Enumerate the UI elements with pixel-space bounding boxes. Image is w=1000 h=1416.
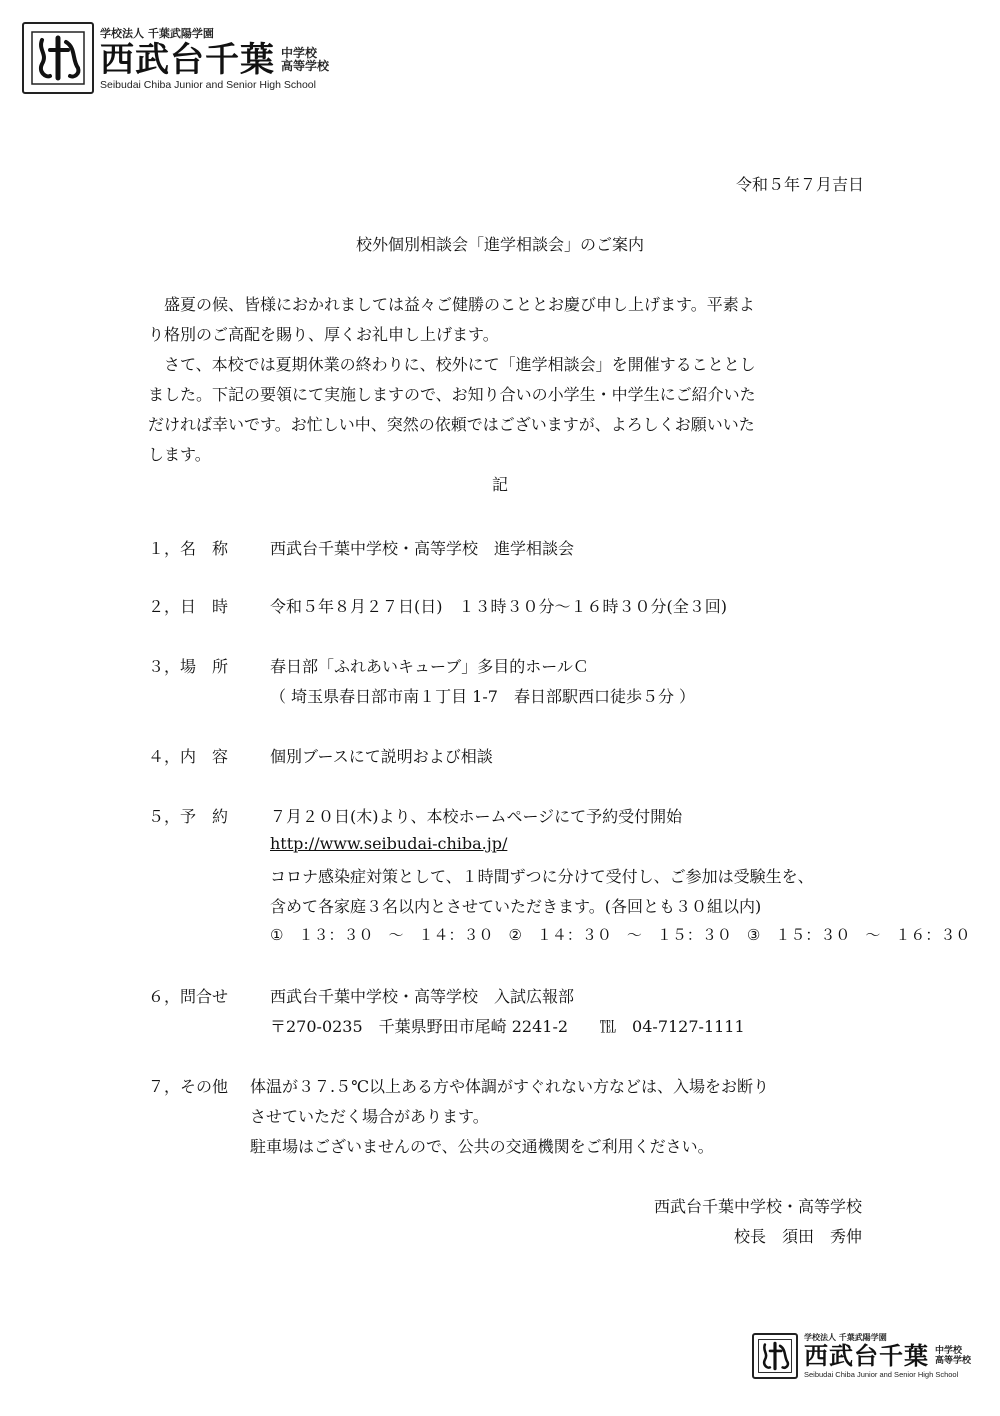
body-line-6: します。 xyxy=(148,445,211,464)
item-other-line-2: させていただく場合があります。 xyxy=(250,1107,489,1126)
logo-english-name: Seibudai Chiba Junior and Senior High School xyxy=(100,79,316,91)
school-website-link[interactable]: http://www.seibudai-chiba.jp/ xyxy=(270,834,508,853)
item-label-reservation: ５，予 約 xyxy=(148,807,229,826)
signature-principal: 校長 須田 秀伸 xyxy=(733,1227,862,1246)
logo-school-levels xyxy=(281,47,329,72)
item-reservation-note-1: コロナ感染症対策として、１時間ずつに分けて受付し、ご参加は受験生を、 xyxy=(270,867,814,886)
item-other-line-3: 駐車場はございませんので、公共の交通機関をご利用ください。 xyxy=(250,1137,714,1156)
item-label-place: ３，場 所 xyxy=(148,657,229,676)
item-name-value: 西武台千葉中学校・高等学校 進学相談会 xyxy=(270,539,575,558)
item-contact-dept: 西武台千葉中学校・高等学校 入試広報部 xyxy=(270,987,575,1006)
item-content-value: 個別ブースにて説明および相談 xyxy=(270,747,493,766)
logo-school-levels xyxy=(935,1347,971,1366)
item-label-other: ７，その他 xyxy=(148,1077,229,1096)
logo-group-name: 学校法人 千葉武陽学園 xyxy=(100,27,214,40)
school-logo-bottom xyxy=(752,1332,971,1379)
item-reservation-start: ７月２０日(木)より、本校ホームページにて予約受付開始 xyxy=(270,807,683,826)
logo-group-name: 学校法人 千葉武陽学園 xyxy=(804,1333,887,1342)
school-crest-icon xyxy=(22,22,94,94)
item-place-value: 春日部「ふれあいキューブ」多目的ホールＣ xyxy=(270,657,589,676)
item-reservation-note-2: 含めて各家庭３名以内とさせていただきます。(各回とも３０組以内) xyxy=(270,897,762,916)
item-label-contact: ６，問合せ xyxy=(148,987,229,1006)
body-line-3: さて、本校では夏期休業の終わりに、校外にて「進学相談会」を開催することとし xyxy=(164,355,756,374)
logo-level-senior: 高等学校 xyxy=(281,59,330,73)
body-line-1: 盛夏の候、皆様におかれましては益々ご健勝のこととお慶び申し上げます。平素よ xyxy=(164,295,755,314)
document-title: 校外個別相談会「進学相談会」のご案内 xyxy=(355,235,644,254)
body-line-5: だければ幸いです。お忙しい中、突然の依頼ではございますが、よろしくお願いいた xyxy=(148,415,755,434)
item-place-address: （ 埼玉県春日部市南１丁目 1-7 春日部駅西口徒歩５分 ） xyxy=(270,687,696,706)
item-label-datetime: ２，日 時 xyxy=(148,597,229,616)
item-label-name: １，名 称 xyxy=(148,539,229,558)
logo-level-junior: 中学校 xyxy=(281,46,318,61)
signature-school: 西武台千葉中学校・高等学校 xyxy=(653,1197,862,1216)
item-datetime-value: 令和５年８月２７日(日) １３時３０分～１６時３０分(全３回) xyxy=(270,597,727,616)
item-other-line-1: 体温が３７.５℃以上ある方や体調がすぐれない方などは、入場をお断り xyxy=(250,1077,769,1096)
school-crest-icon xyxy=(752,1333,798,1379)
logo-school-name: 西武台千葉 xyxy=(100,40,275,80)
body-line-2: り格別のご高配を賜り、厚くお礼申し上げます。 xyxy=(148,325,499,344)
item-reservation-sessions: ① １３：３０ ～ １４：３０ ② １４：３０ ～ １５：３０ ③ １５：３０ ～ １６：３０ xyxy=(270,926,971,944)
school-logo-top xyxy=(22,22,329,94)
logo-school-name: 西武台千葉 xyxy=(804,1342,929,1370)
item-label-content: ４，内 容 xyxy=(148,747,229,766)
ki-marker: 記 xyxy=(491,475,508,494)
logo-level-senior: 高等学校 xyxy=(935,1355,972,1366)
body-line-4: ました。下記の要領にて実施しますので、お知り合いの小学生・中学生にご紹介いた xyxy=(148,385,756,404)
logo-level-junior: 中学校 xyxy=(935,1346,963,1357)
item-contact-address: 〒270-0235 千葉県野田市尾崎 2241-2 ℡ 04-7127-1111 xyxy=(270,1017,745,1036)
document-date: 令和５年７月吉日 xyxy=(735,175,864,194)
logo-english-name: Seibudai Chiba Junior and Senior High School xyxy=(804,1370,959,1379)
